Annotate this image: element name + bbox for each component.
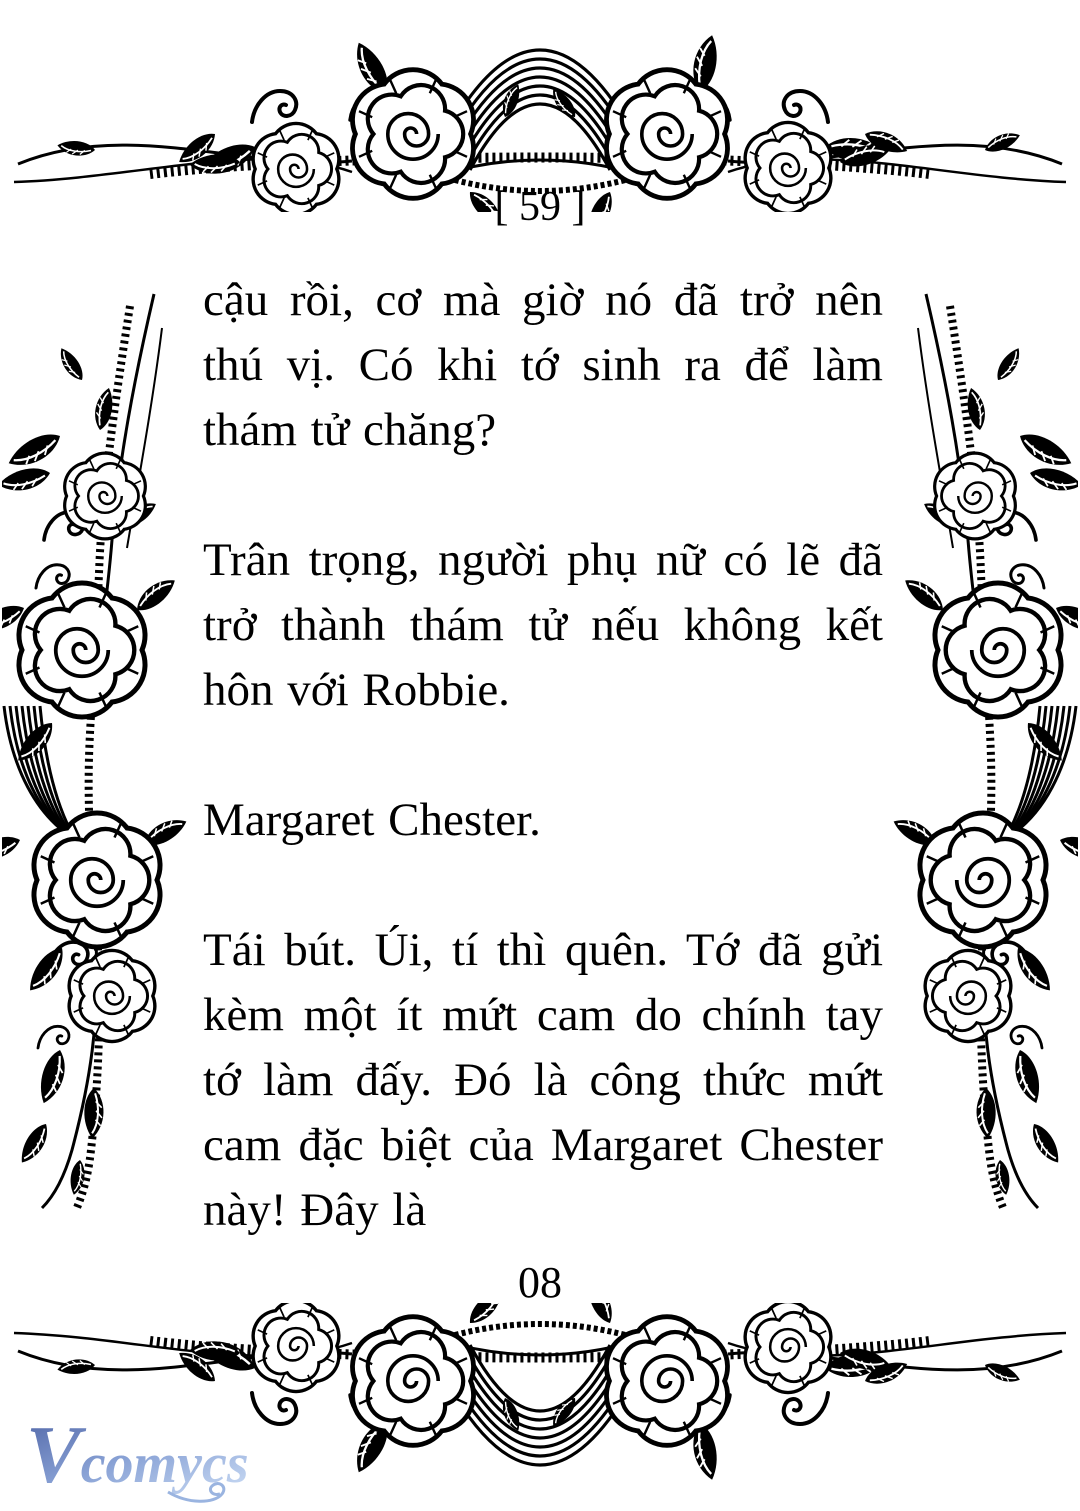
paragraph: Trân trọng, người phụ nữ có lẽ đã trở thành thám tử nếu không kết hôn với Robbie. xyxy=(203,534,883,716)
paragraph: Margaret Chester. xyxy=(203,794,541,846)
paragraph: Tái bút. Úi, tí thì quên. Tớ đã gửi kèm một ít mứt cam do chính tay tớ làm đấy. Đó là công thức mứt cam đặc biệt của Margaret Chester này! Đây là xyxy=(203,924,883,1236)
page-number-footer: 08 xyxy=(518,1258,562,1307)
watermark-logo xyxy=(18,1408,288,1508)
left-floral-border xyxy=(2,288,192,1213)
watermark-text xyxy=(26,1409,249,1500)
watermark-initial: V xyxy=(26,1409,81,1500)
page-text xyxy=(203,268,883,1243)
paragraph: cậu rồi, cơ mà giờ nó đã trở nên thú vị. Có khi tớ sinh ra để làm thám tử chăng? xyxy=(203,274,883,456)
watermark-rest: comycs xyxy=(80,1433,249,1495)
right-floral-border xyxy=(888,288,1078,1213)
page-number-header: [ 59 ] xyxy=(494,184,586,230)
